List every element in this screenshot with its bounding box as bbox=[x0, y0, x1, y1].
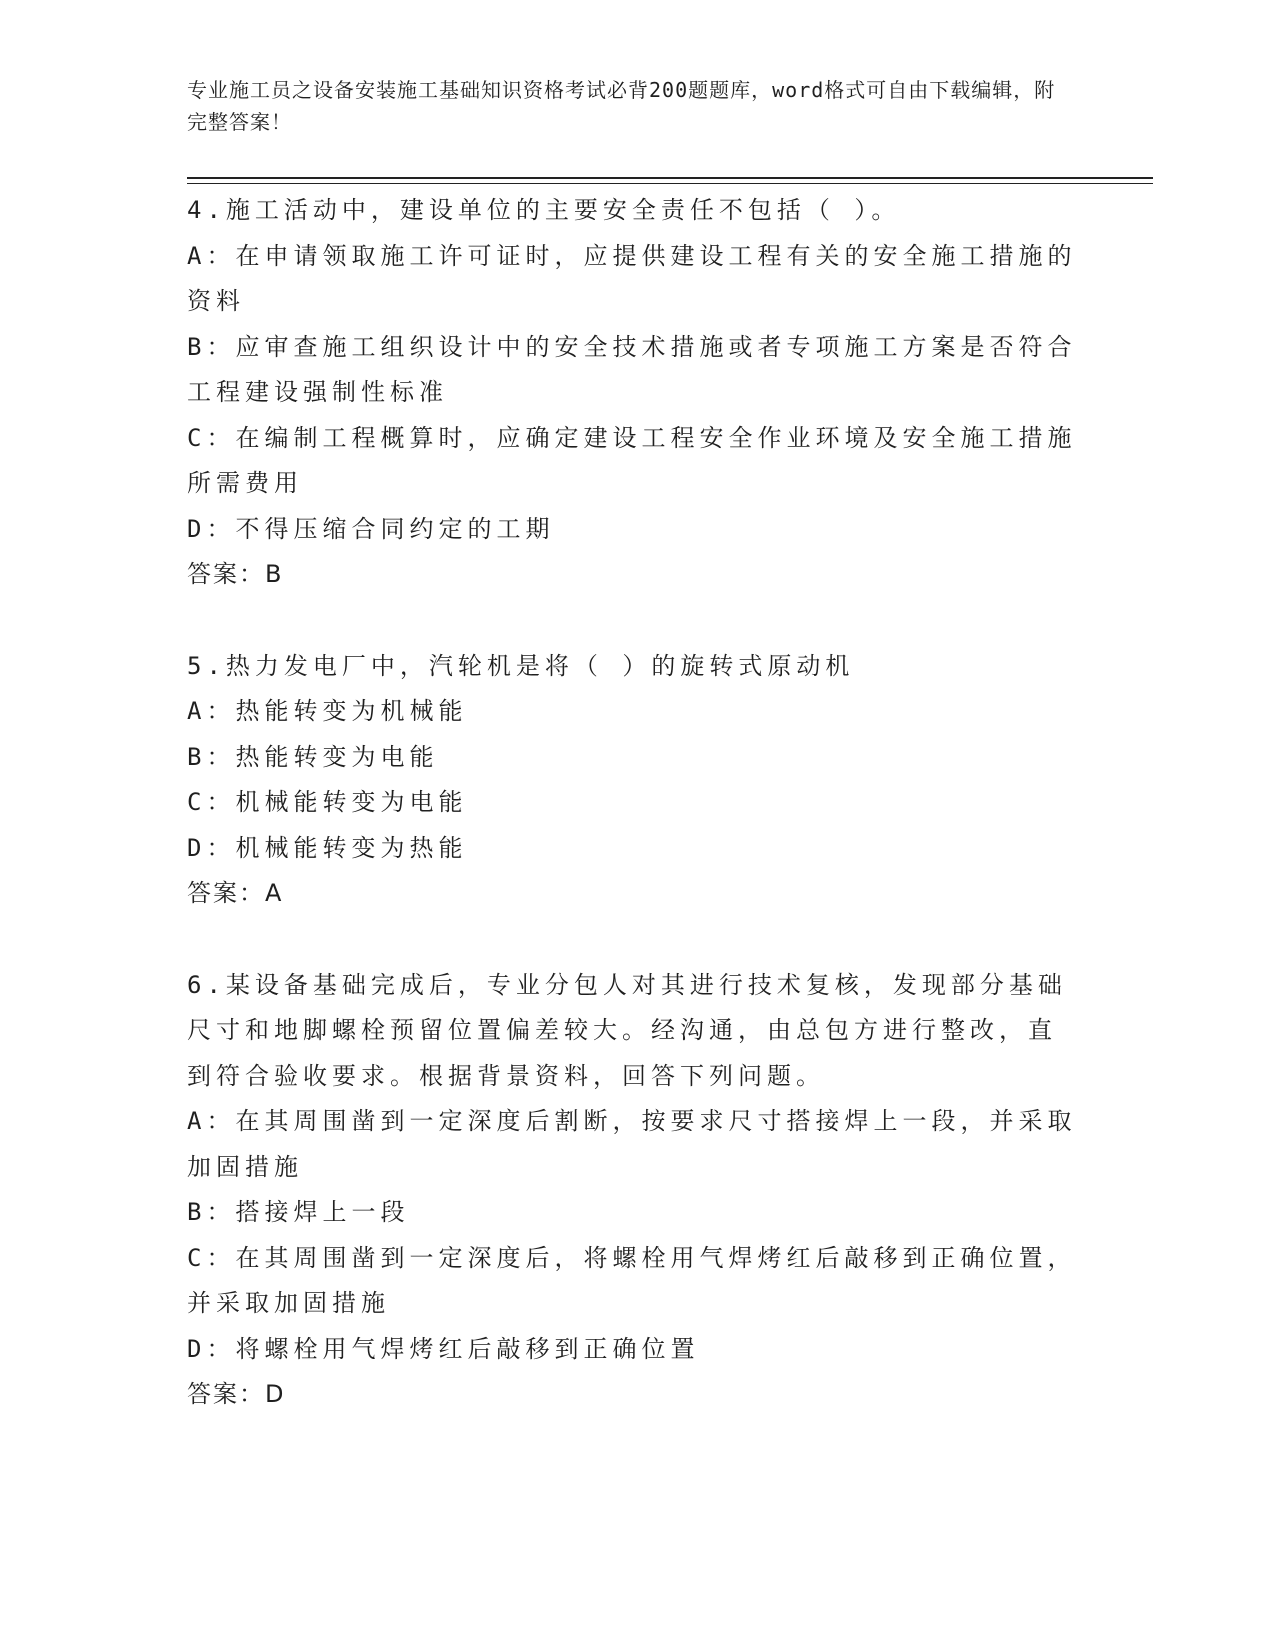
question-list bbox=[187, 188, 1077, 1418]
option-a: A：在申请领取施工许可证时，应提供建设工程有关的安全施工措施的 bbox=[187, 241, 1077, 270]
question-stem-continued: 尺寸和地脚螺栓预留位置偏差较大。经沟通，由总包方进行整改，直 bbox=[187, 1016, 1057, 1044]
option-c: C：机械能转变为电能 bbox=[187, 788, 468, 816]
header-rule-thin bbox=[187, 183, 1153, 184]
question-stem-continued: 到符合验收要求。根据背景资料，回答下列问题。 bbox=[187, 1061, 825, 1090]
option-a-continued: 加固措施 bbox=[187, 1152, 303, 1181]
answer: 答案：D bbox=[187, 1380, 286, 1408]
option-d: D：机械能转变为热能 bbox=[187, 833, 468, 862]
option-c-continued: 所需费用 bbox=[187, 469, 303, 497]
question-stem: 6.某设备基础完成后，专业分包人对其进行技术复核，发现部分基础 bbox=[187, 970, 1067, 999]
option-a-continued: 资料 bbox=[187, 287, 245, 315]
document-header: 专业施工员之设备安装施工基础知识资格考试必背200题题库，word格式可自由下载编辑，附完整答案！ bbox=[187, 78, 1056, 134]
header-rule-thick bbox=[187, 177, 1153, 179]
option-c: C：在其周围凿到一定深度后，将螺栓用气焊烤红后敲移到正确位置， bbox=[187, 1243, 1077, 1272]
option-d: D：将螺栓用气焊烤红后敲移到正确位置 bbox=[187, 1334, 700, 1363]
answer: 答案：B bbox=[187, 560, 284, 588]
question-spacer bbox=[187, 917, 1067, 963]
option-b: B：热能转变为电能 bbox=[187, 742, 439, 771]
option-b: B：搭接焊上一段 bbox=[187, 1198, 410, 1226]
question-5 bbox=[187, 644, 1067, 917]
question-4 bbox=[187, 188, 1077, 598]
option-c-continued: 并采取加固措施 bbox=[187, 1289, 390, 1317]
option-b-continued: 工程建设强制性标准 bbox=[187, 378, 448, 406]
option-d: D：不得压缩合同约定的工期 bbox=[187, 514, 555, 543]
option-c: C：在编制工程概算时，应确定建设工程安全作业环境及安全施工措施 bbox=[187, 423, 1077, 452]
question-6 bbox=[187, 963, 1077, 1418]
answer: 答案：A bbox=[187, 879, 284, 907]
question-stem: 5.热力发电厂中，汽轮机是将（ ）的旋转式原动机 bbox=[187, 651, 855, 680]
question-spacer bbox=[187, 598, 1067, 644]
option-b: B：应审查施工组织设计中的安全技术措施或者专项施工方案是否符合 bbox=[187, 332, 1077, 361]
option-a: A：在其周围凿到一定深度后割断，按要求尺寸搭接焊上一段，并采取 bbox=[187, 1107, 1077, 1135]
question-stem: 4.施工活动中，建设单位的主要安全责任不包括（ ）。 bbox=[187, 196, 901, 224]
option-a: A：热能转变为机械能 bbox=[187, 697, 468, 725]
